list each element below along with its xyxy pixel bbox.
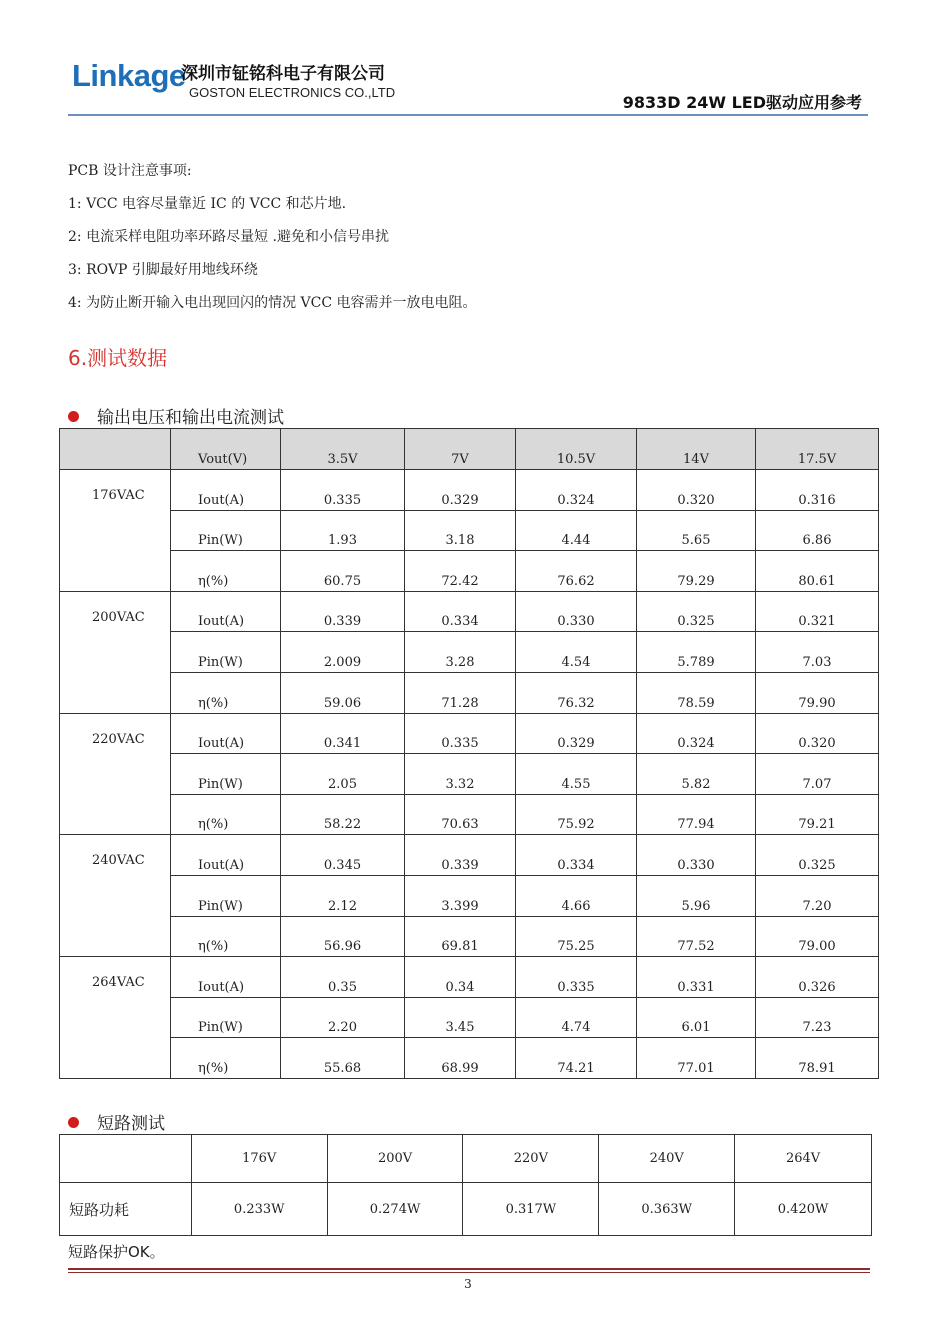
measurement-cell: 80.61 — [756, 551, 879, 592]
param-label: η(%) — [171, 916, 281, 957]
measurement-cell: 74.21 — [516, 1038, 637, 1079]
measurement-cell: 0.321 — [756, 591, 879, 632]
input-voltage-label: 220VAC — [60, 713, 171, 835]
vout-header: 17.5V — [756, 429, 879, 470]
measurement-cell: 0.320 — [756, 713, 879, 754]
param-label: η(%) — [171, 1038, 281, 1079]
pcb-note-item: 3: ROVP 引脚最好用地线环绕 — [68, 262, 258, 278]
test-header-row — [60, 429, 879, 470]
measurement-cell: 0.35 — [281, 957, 405, 998]
measurement-cell: 79.90 — [756, 672, 879, 713]
measurement-cell: 0.341 — [281, 713, 405, 754]
table-row — [60, 794, 879, 835]
table-row — [60, 632, 879, 673]
param-label: Iout(A) — [171, 835, 281, 876]
table-row — [60, 551, 879, 592]
test-heading-label: 输出电压和输出电流测试 — [97, 408, 284, 428]
document-title: 9833D 24W LED驱动应用参考 — [622, 93, 862, 112]
param-label: Pin(W) — [171, 997, 281, 1038]
measurement-cell: 78.91 — [756, 1038, 879, 1079]
measurement-cell: 58.22 — [281, 794, 405, 835]
param-label: Iout(A) — [171, 957, 281, 998]
measurement-cell: 69.81 — [405, 916, 516, 957]
table-row — [60, 754, 879, 795]
measurement-cell: 77.94 — [637, 794, 756, 835]
measurement-cell: 0.325 — [756, 835, 879, 876]
measurement-cell: 5.82 — [637, 754, 756, 795]
measurement-cell: 7.20 — [756, 875, 879, 916]
measurement-cell: 3.18 — [405, 510, 516, 551]
input-voltage-label: 240VAC — [60, 835, 171, 957]
param-label: Iout(A) — [171, 713, 281, 754]
measurement-cell: 0.324 — [516, 470, 637, 511]
measurement-cell: 4.44 — [516, 510, 637, 551]
measurement-cell: 0.335 — [516, 957, 637, 998]
input-voltage-label: 176VAC — [60, 470, 171, 592]
table-row — [60, 713, 879, 754]
param-label: Pin(W) — [171, 510, 281, 551]
short-voltage: 176V — [191, 1135, 327, 1183]
measurement-cell: 2.05 — [281, 754, 405, 795]
short-voltage: 200V — [327, 1135, 463, 1183]
table-row — [60, 470, 879, 511]
param-label: η(%) — [171, 672, 281, 713]
pcb-notes-title: PCB 设计注意事项: — [68, 163, 192, 179]
input-voltage-label: 200VAC — [60, 591, 171, 713]
section-title: 6.测试数据 — [68, 346, 168, 370]
page-number: 3 — [464, 1277, 472, 1291]
measurement-cell: 6.01 — [637, 997, 756, 1038]
measurement-cell: 76.32 — [516, 672, 637, 713]
measurement-cell: 0.345 — [281, 835, 405, 876]
measurement-cell: 0.329 — [405, 470, 516, 511]
table-row — [60, 957, 879, 998]
vout-header: 10.5V — [516, 429, 637, 470]
measurement-cell: 1.93 — [281, 510, 405, 551]
measurement-cell: 7.23 — [756, 997, 879, 1038]
company-logo: Linkage — [72, 58, 186, 93]
pcb-note-item: 2: 电流采样电阻功率环路尽量短 .避免和小信号串扰 — [68, 229, 389, 245]
measurement-cell: 2.12 — [281, 875, 405, 916]
table-row — [60, 672, 879, 713]
measurement-cell: 4.54 — [516, 632, 637, 673]
bullet-icon — [68, 1117, 79, 1128]
table-row — [60, 835, 879, 876]
table-row — [60, 510, 879, 551]
measurement-cell: 0.330 — [516, 591, 637, 632]
measurement-cell: 79.00 — [756, 916, 879, 957]
short-value: 0.233W — [191, 1183, 327, 1236]
measurement-cell: 0.326 — [756, 957, 879, 998]
bullet-icon — [68, 411, 79, 422]
short-heading-label: 短路测试 — [97, 1114, 165, 1134]
short-voltage: 220V — [463, 1135, 599, 1183]
param-label: η(%) — [171, 794, 281, 835]
measurement-cell: 4.74 — [516, 997, 637, 1038]
table-row — [60, 997, 879, 1038]
short-voltage: 240V — [599, 1135, 735, 1183]
measurement-cell: 56.96 — [281, 916, 405, 957]
footer-divider — [68, 1268, 870, 1270]
measurement-cell: 0.330 — [637, 835, 756, 876]
vout-header: 14V — [637, 429, 756, 470]
measurement-cell: 0.320 — [637, 470, 756, 511]
measurement-cell: 0.335 — [405, 713, 516, 754]
param-label: Iout(A) — [171, 591, 281, 632]
measurement-cell: 76.62 — [516, 551, 637, 592]
measurement-cell: 5.65 — [637, 510, 756, 551]
measurement-cell: 71.28 — [405, 672, 516, 713]
test-heading — [68, 403, 284, 428]
param-label: Pin(W) — [171, 754, 281, 795]
measurement-cell: 68.99 — [405, 1038, 516, 1079]
output-test-table — [59, 428, 879, 1079]
param-label: Iout(A) — [171, 470, 281, 511]
measurement-cell: 75.92 — [516, 794, 637, 835]
measurement-cell: 5.789 — [637, 632, 756, 673]
header-divider — [68, 114, 868, 116]
table-row — [60, 1038, 879, 1079]
measurement-cell: 0.329 — [516, 713, 637, 754]
measurement-cell: 0.334 — [405, 591, 516, 632]
measurement-cell: 0.325 — [637, 591, 756, 632]
table-row — [60, 916, 879, 957]
short-value: 0.363W — [599, 1183, 735, 1236]
measurement-cell: 55.68 — [281, 1038, 405, 1079]
measurement-cell: 70.63 — [405, 794, 516, 835]
param-label: η(%) — [171, 551, 281, 592]
measurement-cell: 3.399 — [405, 875, 516, 916]
measurement-cell: 0.335 — [281, 470, 405, 511]
measurement-cell: 0.316 — [756, 470, 879, 511]
measurement-cell: 60.75 — [281, 551, 405, 592]
company-name-cn: 深圳市钲铭科电子有限公司 — [181, 64, 385, 84]
measurement-cell: 75.25 — [516, 916, 637, 957]
measurement-cell: 3.45 — [405, 997, 516, 1038]
table-row — [60, 875, 879, 916]
short-value: 0.420W — [735, 1183, 872, 1236]
measurement-cell: 6.86 — [756, 510, 879, 551]
measurement-cell: 79.21 — [756, 794, 879, 835]
measurement-cell: 79.29 — [637, 551, 756, 592]
short-value: 0.274W — [327, 1183, 463, 1236]
measurement-cell: 2.20 — [281, 997, 405, 1038]
vout-header: 7V — [405, 429, 516, 470]
short-heading — [68, 1109, 165, 1134]
measurement-cell: 77.52 — [637, 916, 756, 957]
measurement-cell: 3.32 — [405, 754, 516, 795]
short-value-row — [60, 1183, 872, 1236]
measurement-cell: 77.01 — [637, 1038, 756, 1079]
measurement-cell: 0.34 — [405, 957, 516, 998]
table-row — [60, 591, 879, 632]
measurement-cell: 0.339 — [405, 835, 516, 876]
input-voltage-label: 264VAC — [60, 957, 171, 1079]
vout-header: 3.5V — [281, 429, 405, 470]
param-label: Pin(W) — [171, 875, 281, 916]
measurement-cell: 0.339 — [281, 591, 405, 632]
short-voltage: 264V — [735, 1135, 872, 1183]
measurement-cell: 2.009 — [281, 632, 405, 673]
measurement-cell: 4.66 — [516, 875, 637, 916]
short-protection-status: 短路保护OK。 — [68, 1243, 165, 1261]
measurement-cell: 7.07 — [756, 754, 879, 795]
measurement-cell: 59.06 — [281, 672, 405, 713]
measurement-cell: 0.331 — [637, 957, 756, 998]
short-circuit-table — [59, 1134, 872, 1236]
measurement-cell: 72.42 — [405, 551, 516, 592]
company-name-en: GOSTON ELECTRONICS CO.,LTD — [189, 85, 396, 100]
table-cell — [60, 1135, 192, 1183]
pcb-note-item: 4: 为防止断开输入电出现回闪的情况 VCC 电容需并一放电电阻。 — [68, 295, 477, 311]
measurement-cell: 5.96 — [637, 875, 756, 916]
short-value: 0.317W — [463, 1183, 599, 1236]
pcb-note-item: 1: VCC 电容尽量靠近 IC 的 VCC 和芯片地. — [68, 196, 347, 212]
pcb-notes — [68, 160, 477, 325]
footer-divider-thin — [68, 1272, 870, 1273]
measurement-cell: 7.03 — [756, 632, 879, 673]
table-cell — [60, 429, 171, 470]
measurement-cell: 0.324 — [637, 713, 756, 754]
measurement-cell: 78.59 — [637, 672, 756, 713]
short-header-row — [60, 1135, 872, 1183]
measurement-cell: 0.334 — [516, 835, 637, 876]
measurement-cell: 3.28 — [405, 632, 516, 673]
short-row-label: 短路功耗 — [60, 1183, 192, 1236]
vout-header-label: Vout(V) — [171, 429, 281, 470]
measurement-cell: 4.55 — [516, 754, 637, 795]
param-label: Pin(W) — [171, 632, 281, 673]
